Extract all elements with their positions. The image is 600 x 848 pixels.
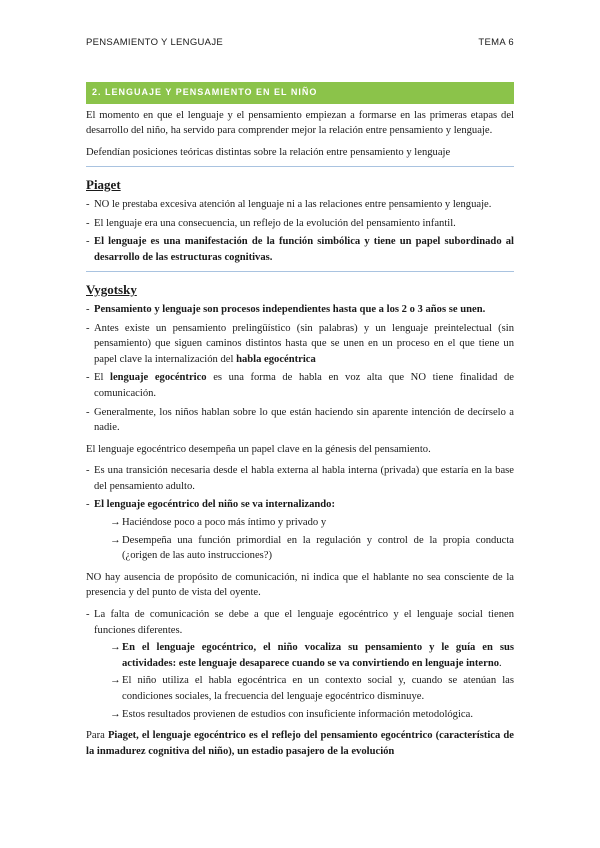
- divider: [86, 166, 514, 167]
- arrow-item: → Estos resultados provienen de estudios con insuficiente información metodológica.: [110, 707, 514, 723]
- text: La falta de comunicación se debe a que el lenguaje egocéntrico y el lenguaje social tienen funciones diferentes.: [94, 609, 514, 636]
- vygotsky-heading: Vygotsky: [86, 282, 137, 298]
- arrow-item: [110, 640, 514, 671]
- paragraph: El lenguaje egocéntrico desempeña un papel clave en la génesis del pensamiento.: [86, 443, 431, 455]
- list-item: [86, 234, 514, 265]
- intro-paragraph: El momento en que el lenguaje y el pensamiento empiezan a formarse en las primeras etapas del desarrollo del niño, ha servido para comprender mejor la relación entre pensamiento y lenguaje.: [86, 109, 514, 137]
- list-item: [86, 497, 514, 563]
- arrow-item: → Haciéndose poco a poco más íntimo y privado y: [110, 515, 514, 531]
- piaget-heading: Piaget: [86, 177, 121, 193]
- text: es una forma de habla en voz alta que NO tiene finalidad de comunicación.: [94, 372, 514, 399]
- piaget-list: [86, 197, 514, 265]
- vygotsky-list-2: [86, 463, 514, 564]
- list-item: [86, 302, 514, 318]
- list-item: - El lenguaje era una consecuencia, un reflejo de la evolución del pensamiento infantil.: [86, 216, 514, 232]
- page-content: [86, 82, 514, 765]
- vygotsky-list-3: [86, 607, 514, 722]
- bold-text: Piaget, el lenguaje egocéntrico es el reflejo del pensamiento egocéntrico (característica de la inmadurez cognitiva del niño), un estadio pasajero de la evolución: [86, 730, 514, 757]
- header-topic: TEMA 6: [478, 37, 514, 48]
- bold-text: lenguaje egocéntrico: [110, 372, 207, 384]
- section-title: 2. LENGUAJE Y PENSAMIENTO EN EL NIÑO: [86, 82, 514, 104]
- vygotsky-list: [86, 302, 514, 436]
- arrow-list: [94, 515, 514, 564]
- bold-text: Pensamiento y lenguaje son procesos independientes hasta que a los 2 o 3 años se unen.: [94, 303, 486, 315]
- arrow-list: [94, 640, 514, 722]
- header-subject: PENSAMIENTO Y LENGUAJE: [86, 37, 224, 48]
- intro-paragraph-2: Defendían posiciones teóricas distintas sobre la relación entre pensamiento y lenguaje: [86, 146, 451, 158]
- text: Para: [86, 730, 108, 742]
- text: El: [94, 372, 110, 384]
- list-item: [86, 321, 514, 368]
- bold-text: El lenguaje egocéntrico del niño se va internalizando:: [94, 499, 335, 511]
- bold-text: En el lenguaje egocéntrico, el niño vocaliza su pensamiento y le guía en sus actividades: este lenguaje desaparece cuando se va convirtiendo en lenguaje interno: [122, 642, 514, 669]
- divider: [86, 271, 514, 272]
- bold-text: habla egocéntrica: [236, 353, 316, 365]
- list-item: - Es una transición necesaria desde el habla externa al habla interna (privada) que estaría en la base del pensamiento adulto.: [86, 463, 514, 494]
- paragraph: NO hay ausencia de propósito de comunicación, ni indica que el hablante no sea consciente de la presencia y del punto de vista del oyente.: [86, 571, 514, 599]
- list-item: [86, 607, 514, 722]
- list-item: [86, 370, 514, 401]
- list-item: - Generalmente, los niños hablan sobre lo que están haciendo sin aparente intención de decírselo a nadie.: [86, 405, 514, 436]
- list-item: - NO le prestaba excesiva atención al lenguaje ni a las relaciones entre pensamiento y lenguaje.: [86, 197, 514, 213]
- text: .: [499, 657, 502, 669]
- arrow-item: → El niño utiliza el habla egocéntrica en un contexto social y, cuando se atenúan las condiciones sociales, la frecuencia del lenguaje egocéntrico disminuye.: [110, 673, 514, 704]
- closing-paragraph: [86, 728, 514, 759]
- page-header: [86, 37, 514, 48]
- bold-text: El lenguaje es una manifestación de la función simbólica y tiene un papel subordinado al desarrollo de las estructuras cognitivas.: [94, 236, 514, 263]
- text: Antes existe un pensamiento prelingüístico (sin palabras) y un lenguaje preintelectual (sin pensamiento) que siguen caminos distintos hasta que se unen en un proceso en el que tiene un papel clave la internalización del: [94, 322, 514, 365]
- arrow-item: → Desempeña una función primordial en la regulación y control de la propia conducta (¿origen de las auto instrucciones?): [110, 533, 514, 564]
